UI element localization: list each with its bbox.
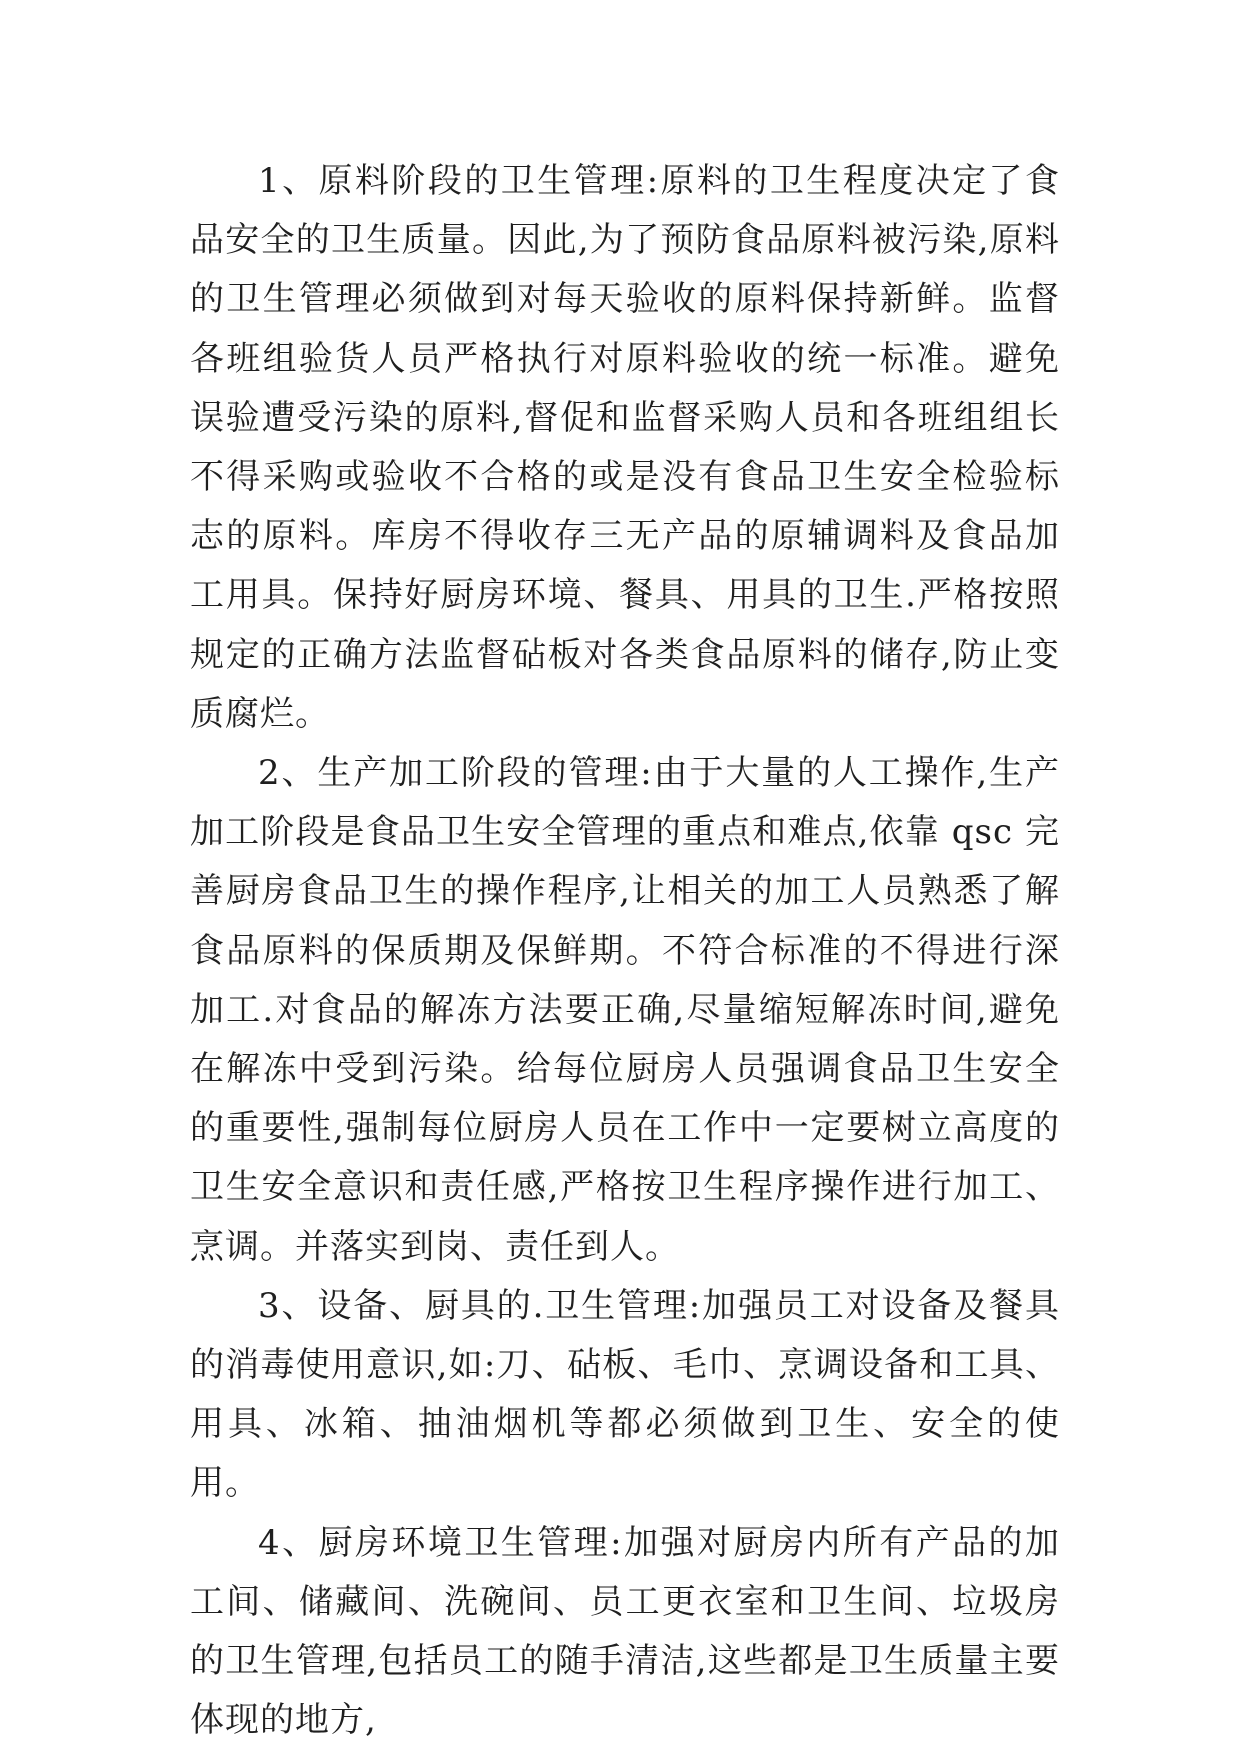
document-body [190,152,1060,1750]
paragraph-production-processing: 2、生产加工阶段的管理:由于大量的人工操作,生产加工阶段是食品卫生安全管理的重点和难点,依靠 qsc 完善厨房食品卫生的操作程序,让相关的加工人员熟悉了解食品原料的保质期及保鲜期。不符合标准的不得进行深加工.对食品的解冻方法要正确,尽量缩短解冻时间,避免在解冻中受到污染。给每位厨房人员强调食品卫生安全的重要性,强制每位厨房人员在工作中一定要树立高度的卫生安全意识和责任感,严格按卫生程序操作进行加工、烹调。并落实到岗、责任到人。 [190,753,1060,1267]
paragraph-equipment-utensils: 3、设备、厨具的.卫生管理:加强员工对设备及餐具的消毒使用意识,如:刀、砧板、毛巾、烹调设备和工具、用具、冰箱、抽油烟机等都必须做到卫生、安全的使用。 [190,1285,1060,1504]
paragraph-kitchen-environment: 4、厨房环境卫生管理:加强对厨房内所有产品的加工间、储藏间、洗碗间、员工更衣室和卫生间、垃圾房的卫生管理,包括员工的随手清洁,这些都是卫生质量主要体现的地方, [190,1522,1060,1741]
paragraph-raw-material-hygiene: 1、原料阶段的卫生管理:原料的卫生程度决定了食品安全的卫生质量。因此,为了预防食品原料被污染,原料的卫生管理必须做到对每天验收的原料保持新鲜。监督各班组验货人员严格执行对原料验收的统一标准。避免误验遭受污染的原料,督促和监督采购人员和各班组组长不得采购或验收不合格的或是没有食品卫生安全检验标志的原料。库房不得收存三无产品的原辅调料及食品加工用具。保持好厨房环境、餐具、用具的卫生.严格按照规定的正确方法监督砧板对各类食品原料的储存,防止变质腐烂。 [190,161,1060,734]
